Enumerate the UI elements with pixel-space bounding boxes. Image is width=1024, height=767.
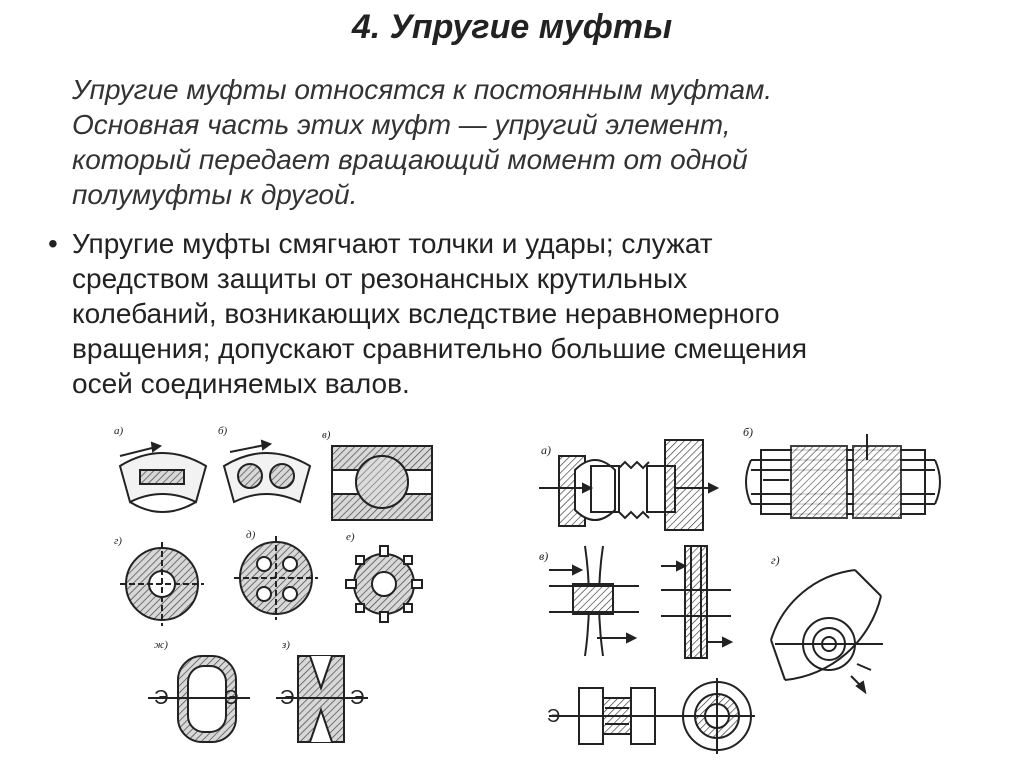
coupling-drawings-right	[535, 420, 945, 760]
bullet-line: средством защиты от резонансных крутильных	[72, 263, 688, 294]
intro-line: Основная часть этих муфт — упругий элемент,	[72, 109, 731, 140]
fig-label-a: а)	[114, 425, 124, 437]
fig-label-z: з)	[282, 639, 290, 651]
bullet-line: Упругие муфты смягчают толчки и удары; служат	[72, 228, 713, 259]
fig-label-v: в)	[322, 429, 331, 441]
bullet-line: осей соединяемых валов.	[72, 368, 410, 399]
fig-label-d: д)	[246, 529, 256, 541]
spring-coupling-b	[746, 434, 940, 518]
intro-line: полумуфты к другой.	[72, 179, 358, 210]
svg-text:Э: Э	[547, 706, 560, 726]
coupling-d	[234, 536, 318, 620]
svg-text:Э: Э	[224, 687, 239, 709]
svg-text:Э: Э	[154, 687, 169, 709]
coupling-figure-right	[535, 420, 945, 760]
coupling-e	[346, 546, 422, 622]
spiral-coupling-g	[771, 570, 883, 692]
disc-coupling-v1	[549, 546, 639, 656]
round-coupling	[679, 678, 755, 754]
fig-right-label-a: а)	[541, 443, 551, 457]
coupling-a	[120, 443, 206, 512]
slide-title: 4. Упругие муфты	[351, 8, 673, 46]
bullet-line: вращения; допускают сравнительно большие смещения	[72, 333, 808, 364]
coupling-b	[224, 441, 310, 502]
svg-text:Э: Э	[350, 687, 365, 709]
intro-line: Упругие муфты относятся к постоянным муфтам.	[72, 74, 773, 105]
fig-label-zh: ж)	[154, 639, 168, 651]
coupling-zh	[148, 656, 250, 742]
fig-right-label-v: в)	[539, 549, 549, 563]
intro-line: который передает вращающий момент от одной	[72, 144, 748, 175]
spring-coupling-a	[539, 440, 717, 530]
cross-coupling	[547, 688, 685, 744]
intro-paragraph	[72, 72, 972, 212]
fig-label-g: г)	[114, 535, 122, 547]
coupling-drawings-left	[100, 418, 440, 758]
fig-label-b: б)	[218, 425, 228, 437]
disc-coupling-v2	[661, 546, 731, 658]
fig-right-label-b: б)	[743, 425, 754, 439]
coupling-g	[120, 542, 204, 626]
svg-text:Э: Э	[280, 687, 295, 709]
coupling-z	[276, 656, 368, 742]
coupling-v	[332, 446, 432, 520]
fig-right-label-g: г)	[771, 553, 780, 567]
coupling-figure-left	[100, 418, 440, 758]
bullet-line: колебаний, возникающих вследствие неравномерного	[72, 298, 780, 329]
fig-label-e: е)	[346, 531, 355, 543]
bullet-paragraph	[48, 226, 988, 401]
bullet-marker: •	[48, 228, 58, 259]
